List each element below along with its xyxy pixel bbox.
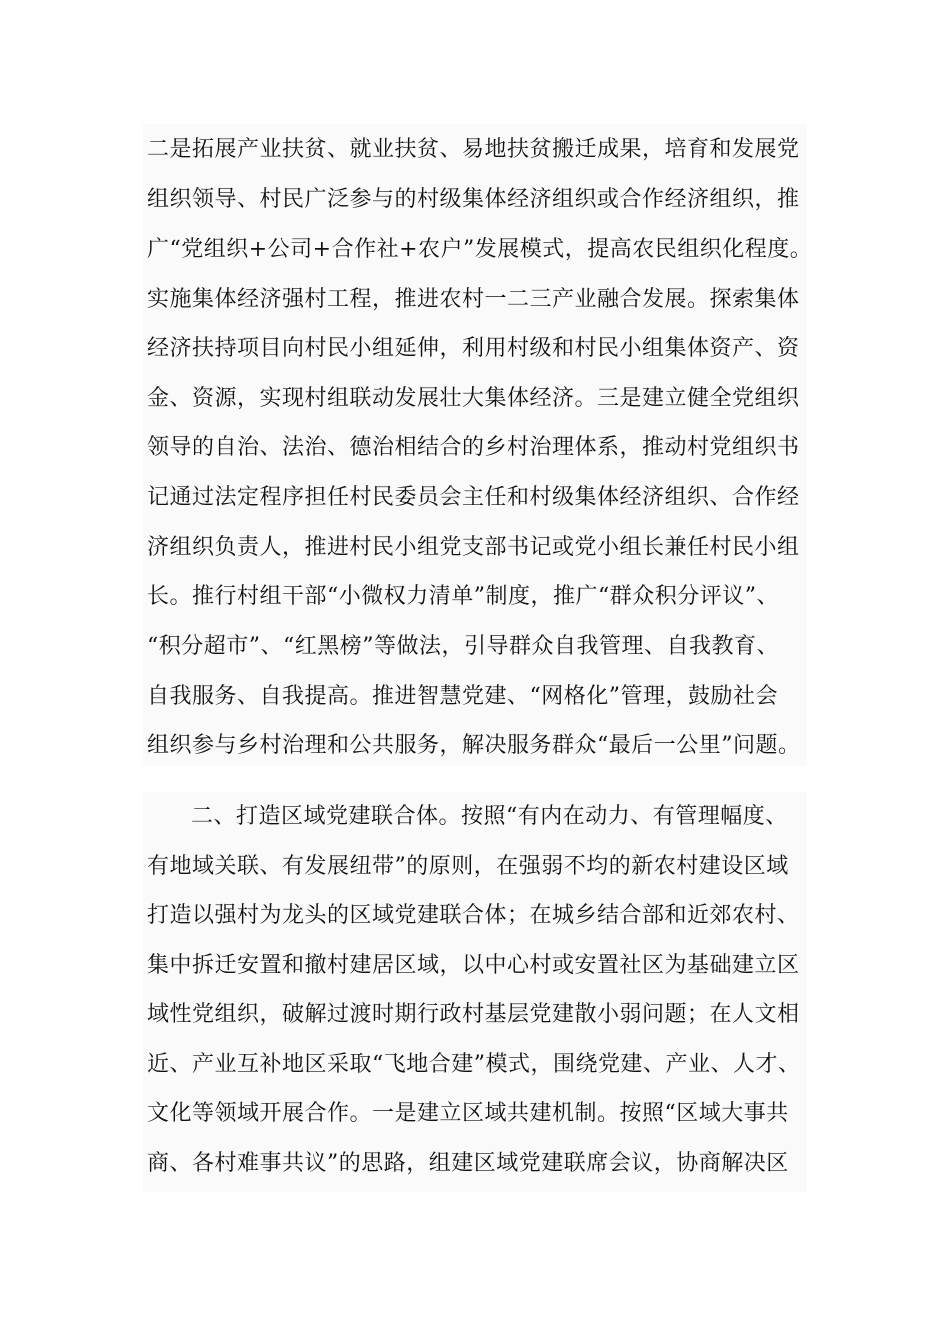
paragraph-1-line-6: 金、资源，实现村组联动发展壮大集体经济。三是建立健全党组织 bbox=[147, 386, 800, 411]
paragraph-2-line-5: 域性党组织，破解过渡时期行政村基层党建散小弱问题；在人文相 bbox=[147, 1002, 800, 1027]
paragraph-1-line-7: 领导的自治、法治、德治相结合的乡村治理体系，推动村党组织书 bbox=[147, 435, 800, 460]
paragraph-1-line-11: “积分超市”、“红黑榜”等做法，引导群众自我管理、自我教育、 bbox=[147, 634, 779, 659]
paragraph-2-line-7: 文化等领域开展合作。一是建立区域共建机制。按照“区域大事共 bbox=[147, 1101, 789, 1126]
paragraph-2-line-4: 集中拆迁安置和撤村建居区域，以中心村或安置社区为基础建立区 bbox=[147, 953, 800, 978]
paragraph-1-line-10: 长。推行村组干部“小微权力清单”制度，推广“群众积分评议”、 bbox=[147, 584, 779, 609]
paragraph-1-line-1: 二是拓展产业扶贫、就业扶贫、易地扶贫搬迁成果，培育和发展党 bbox=[147, 137, 800, 162]
paragraph-2-line-2: 有地域关联、有发展纽带”的原则，在强弱不均的新农村建设区域 bbox=[147, 854, 789, 879]
paragraph-1-line-8: 记通过法定程序担任村民委员会主任和村级集体经济组织、合作经 bbox=[147, 485, 800, 510]
paragraph-1-line-2: 组织领导、村民广泛参与的村级集体经济组织或合作经济组织，推 bbox=[147, 187, 800, 212]
paragraph-1 bbox=[143, 124, 813, 766]
paragraph-1-line-9: 济组织负责人，推进村民小组党支部书记或党小组长兼任村民小组 bbox=[147, 535, 800, 560]
paragraph-1-line-13: 组织参与乡村治理和公共服务，解决服务群众“最后一公里”问题。 bbox=[147, 733, 801, 758]
paragraph-2-line-3: 打造以强村为龙头的区域党建联合体；在城乡结合部和近郊农村、 bbox=[147, 903, 800, 928]
paragraph-1-line-12: 自我服务、自我提高。推进智慧党建、“网格化”管理，鼓励社会 bbox=[147, 684, 778, 709]
paragraph-2 bbox=[143, 792, 807, 1192]
paragraph-1-line-5: 经济扶持项目向村民小组延伸，利用村级和村民小组集体资产、资 bbox=[147, 336, 800, 361]
paragraph-2-line-8: 商、各村难事共议”的思路，组建区域党建联席会议，协商解决区 bbox=[147, 1151, 789, 1176]
paragraph-1-line-3: 广“党组织+公司+合作社+农户”发展模式，提高农民组织化程度。 bbox=[147, 237, 813, 262]
paragraph-2-line-1: 二、打造区域党建联合体。按照“有内在动力、有管理幅度、 bbox=[191, 804, 788, 829]
paragraph-1-line-4: 实施集体经济强村工程，推进农村一二三产业融合发展。探索集体 bbox=[147, 287, 800, 312]
paragraph-2-line-6: 近、产业互补地区采取“飞地合建”模式，围绕党建、产业、人才、 bbox=[147, 1052, 801, 1077]
